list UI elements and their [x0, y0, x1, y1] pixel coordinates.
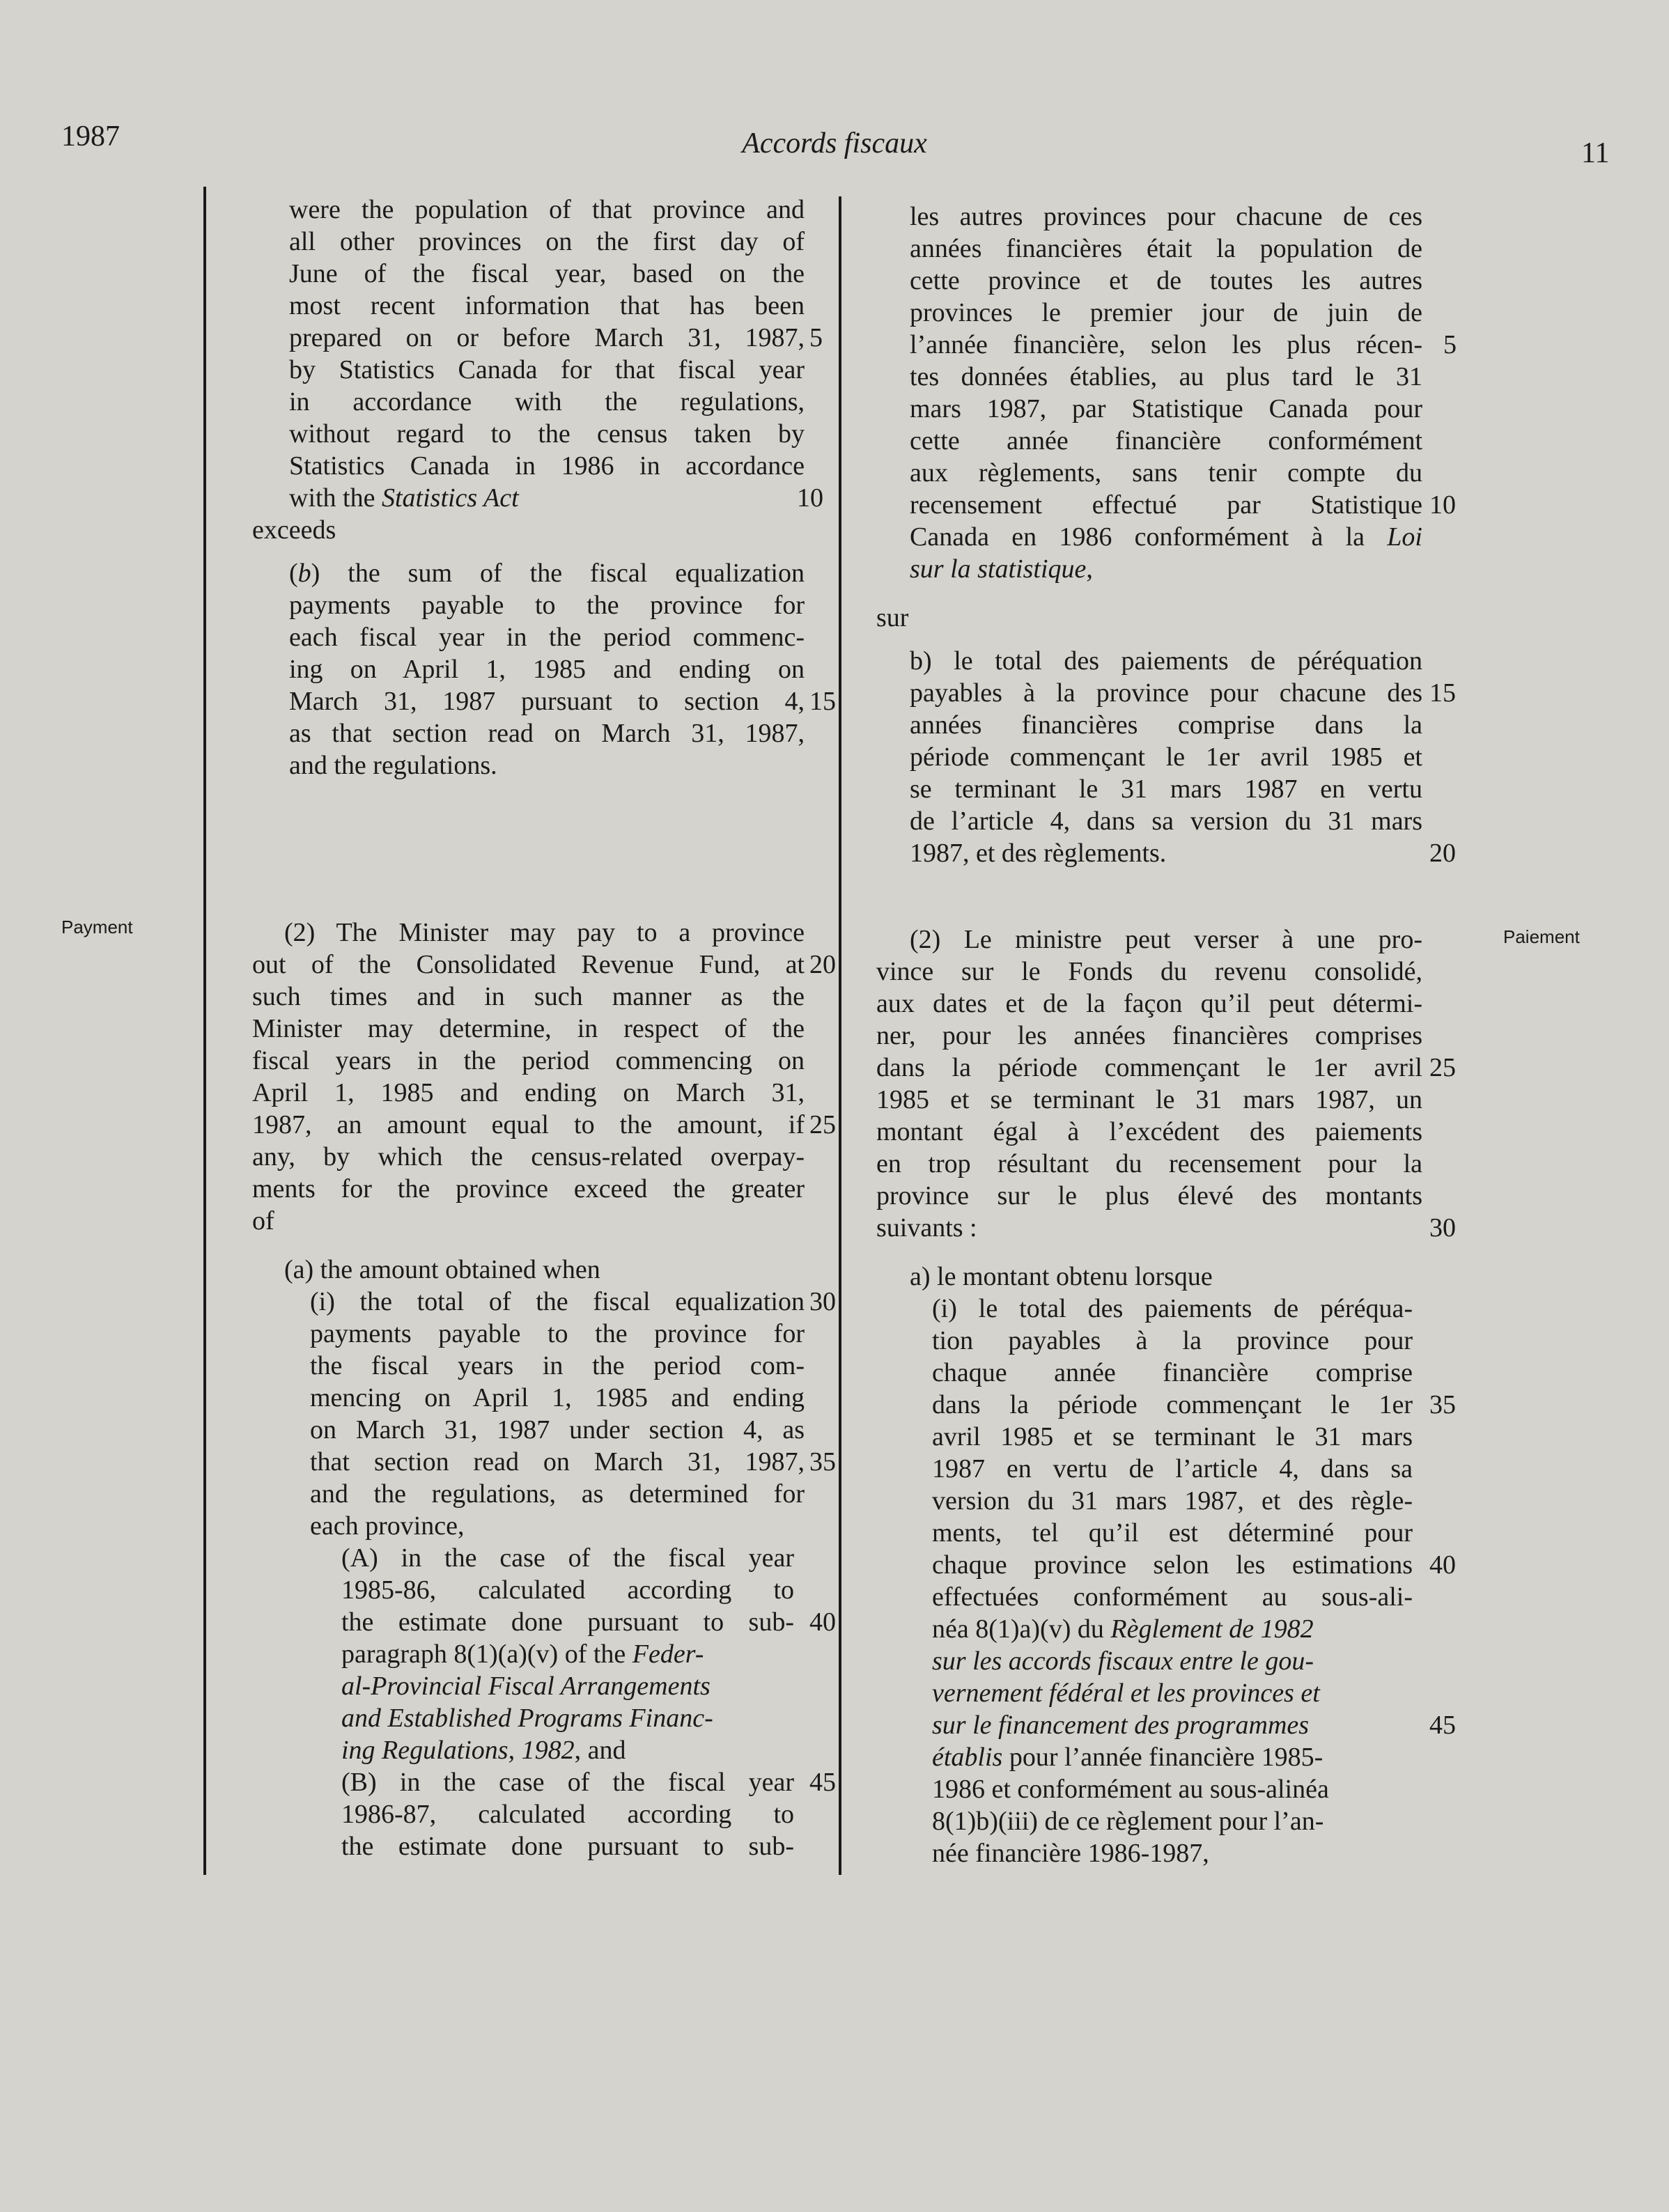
- text-line: [341, 1702, 713, 1734]
- text-line: [932, 1677, 1320, 1709]
- text-line: provinces le premier jour de juin de: [910, 298, 1422, 327]
- text-line: effectuées conformément au sous-ali-: [932, 1582, 1413, 1612]
- line-number: 25: [1429, 1053, 1456, 1082]
- text-line: ments for the province exceed the greater: [252, 1174, 805, 1204]
- text-line: (2) Le ministre peut verser à une pro-: [910, 925, 1422, 954]
- regulations-title: ing Regulations, 1982: [341, 1736, 575, 1765]
- text-line: [289, 482, 519, 514]
- line-number: 20: [1429, 839, 1456, 868]
- text: with the: [289, 483, 382, 513]
- regulations-title: and Established Programs Financ-: [341, 1704, 713, 1733]
- line-number: 45: [1429, 1711, 1456, 1740]
- text-line: Statistics Canada in 1986 in accordance: [289, 451, 805, 481]
- text-line: [932, 1645, 1314, 1677]
- line-number: 40: [1429, 1550, 1456, 1580]
- text-line: cette année financière conformément: [910, 426, 1422, 455]
- para-letter: b: [297, 559, 311, 588]
- text-line: and the regulations, as determined for: [310, 1479, 805, 1509]
- text-line: [932, 1709, 1309, 1741]
- text-line: such times and in such manner as the: [252, 982, 805, 1011]
- text-line: en trop résultant du recensement pour la: [876, 1149, 1422, 1178]
- line-number: 25: [809, 1110, 836, 1139]
- text-line: 8(1)b)(iii) de ce règlement pour l’an-: [932, 1807, 1324, 1836]
- text-line: each province,: [310, 1511, 465, 1541]
- text-line: sur: [876, 603, 909, 632]
- act-title: Loi: [1387, 522, 1422, 552]
- text-line: (B) in the case of the fiscal year: [341, 1768, 794, 1797]
- regulations-title: établis: [932, 1743, 1003, 1772]
- text-line: exceeds: [252, 515, 336, 545]
- text-line: March 31, 1987 pursuant to section 4,: [289, 687, 805, 716]
- text-line: June of the fiscal year, based on the: [289, 259, 805, 288]
- text-line: that section read on March 31, 1987,: [310, 1447, 805, 1477]
- text-line: [932, 1741, 1323, 1773]
- text: ) the sum of the fiscal equalization: [311, 559, 805, 588]
- text-line: tion payables à la province pour: [932, 1326, 1413, 1355]
- line-number: 40: [809, 1607, 836, 1637]
- year: 1987: [61, 120, 120, 153]
- text-line: [910, 521, 1422, 553]
- text-line: any, by which the census-related overpay-: [252, 1142, 805, 1171]
- text-line: ner, pour les années financières comprises: [876, 1021, 1422, 1050]
- margin-note-french: Paiement: [1503, 926, 1580, 947]
- text-line: de l’article 4, dans sa version du 31 mars: [910, 807, 1422, 836]
- text-line: se terminant le 31 mars 1987 en vertu: [910, 774, 1422, 804]
- text-line: 1985 et se terminant le 31 mars 1987, un: [876, 1085, 1422, 1114]
- line-number: 10: [1429, 490, 1456, 520]
- text-line: (a) the amount obtained when: [284, 1255, 600, 1284]
- text-line: and the regulations.: [289, 751, 497, 780]
- act-title: sur la statistique: [910, 554, 1087, 584]
- line-number: 30: [809, 1287, 836, 1316]
- regulations-title: Règlement de 1982: [1110, 1614, 1314, 1644]
- text-line: suivants :: [876, 1213, 977, 1243]
- line-number: 30: [1429, 1213, 1456, 1243]
- text-line: were the population of that province and: [289, 195, 805, 224]
- text-line: payments payable to the province for: [310, 1319, 805, 1348]
- line-number: 15: [1429, 678, 1456, 708]
- text-line: version du 31 mars 1987, et des règle-: [932, 1486, 1413, 1516]
- text: pour l’année financière 1985-: [1002, 1743, 1323, 1772]
- text-line: 1985-86, calculated according to: [341, 1575, 794, 1605]
- text: néa 8(1)a)(v) du: [932, 1614, 1111, 1644]
- text-line: ing on April 1, 1985 and ending on: [289, 655, 805, 684]
- text-line: payments payable to the province for: [289, 591, 805, 620]
- act-title: Statistics Act: [381, 483, 519, 513]
- text-line: by Statistics Canada for that fiscal year: [289, 355, 805, 384]
- text-line: each fiscal year in the period commenc-: [289, 623, 805, 652]
- text-line: chaque année financière comprise: [932, 1358, 1413, 1387]
- line-number: 15: [809, 687, 836, 716]
- text: Canada en 1986 conformément à la: [910, 522, 1388, 552]
- text-line: avril 1985 et se terminant le 31 mars: [932, 1422, 1413, 1451]
- text-line: mars 1987, par Statistique Canada pour: [910, 394, 1422, 423]
- text-line: mencing on April 1, 1985 and ending: [310, 1383, 805, 1412]
- text-line: ments, tel qu’il est déterminé pour: [932, 1518, 1413, 1548]
- text-line: née financière 1986-1987,: [932, 1839, 1209, 1868]
- text-line: all other provinces on the first day of: [289, 227, 805, 256]
- text-line: without regard to the census taken by: [289, 419, 805, 449]
- text-line: [341, 1670, 711, 1702]
- text-line: the fiscal years in the period com-: [310, 1351, 805, 1380]
- text-line: 1986 et conformément au sous-alinéa: [932, 1775, 1329, 1804]
- text-line: sur la statistique,: [910, 554, 1093, 584]
- text-line: 1987, et des règlements.: [910, 839, 1167, 868]
- text-line: April 1, 1985 and ending on March 31,: [252, 1078, 805, 1107]
- text-line: années financières était la population de: [910, 234, 1422, 263]
- text-line: l’année financière, selon les plus récen-: [910, 330, 1422, 359]
- text-line: (A) in the case of the fiscal year: [341, 1543, 794, 1573]
- regulations-title: Feder-: [632, 1639, 704, 1669]
- line-number: 5: [1443, 330, 1457, 359]
- text: , and: [574, 1736, 626, 1765]
- text-line: les autres provinces pour chacune de ces: [910, 202, 1422, 231]
- text-line: tes données établies, au plus tard le 31: [910, 362, 1422, 391]
- text-line: on March 31, 1987 under section 4, as: [310, 1415, 805, 1444]
- text-line: in accordance with the regulations,: [289, 387, 805, 416]
- text-line: (i) le total des paiements de péréqua-: [932, 1294, 1413, 1323]
- text-line: the estimate done pursuant to sub-: [341, 1832, 794, 1861]
- regulations-title: sur le financement des programmes: [932, 1711, 1310, 1740]
- text-line: chaque province selon les estimations: [932, 1550, 1413, 1580]
- text-line: années financières comprise dans la: [910, 710, 1422, 740]
- text-line: période commençant le 1er avril 1985 et: [910, 742, 1422, 772]
- text-line: cette province et de toutes les autres: [910, 266, 1422, 295]
- text-line: province sur le plus élevé des montants: [876, 1181, 1422, 1210]
- regulations-title: al-Provincial Fiscal Arrangements: [341, 1672, 711, 1701]
- text-line: [289, 557, 805, 589]
- text-line: a) le montant obtenu lorsque: [910, 1262, 1213, 1291]
- text-line: the estimate done pursuant to sub-: [341, 1607, 794, 1637]
- text-line: [341, 1638, 704, 1670]
- para-open: (: [289, 559, 298, 588]
- text-line: aux règlements, sans tenir compte du: [910, 458, 1422, 488]
- text-line: vince sur le Fonds du revenu consolidé,: [876, 957, 1422, 986]
- text-line: b) le total des paiements de péréquation: [910, 646, 1422, 676]
- line-number: 10: [797, 483, 823, 513]
- text-line: most recent information that has been: [289, 291, 805, 320]
- text-line: Minister may determine, in respect of the: [252, 1014, 805, 1043]
- text-line: fiscal years in the period commencing on: [252, 1046, 805, 1075]
- text-line: (2) The Minister may pay to a province: [284, 918, 805, 947]
- regulations-title: sur les accords fiscaux entre le gou-: [932, 1646, 1314, 1676]
- page-number: 11: [1581, 137, 1610, 169]
- center-column-rule: [839, 196, 841, 1875]
- text-line: montant égal à l’excédent des paiements: [876, 1117, 1422, 1146]
- text-line: out of the Consolidated Revenue Fund, at: [252, 950, 805, 979]
- text-line: dans la période commençant le 1er avril: [876, 1053, 1422, 1082]
- line-number: 35: [1429, 1390, 1456, 1419]
- text-line: [932, 1613, 1314, 1645]
- text-line: [341, 1734, 626, 1766]
- text-line: prepared on or before March 31, 1987,: [289, 323, 805, 352]
- text-line: aux dates et de la façon qu’il peut détermi-: [876, 989, 1422, 1018]
- text-line: 1987 en vertu de l’article 4, dans sa: [932, 1454, 1413, 1483]
- text-line: payables à la province pour chacune des: [910, 678, 1422, 708]
- line-number: 45: [809, 1768, 836, 1797]
- running-title: Accords fiscaux: [742, 127, 927, 159]
- line-number: 5: [809, 323, 823, 352]
- text-line: of: [252, 1206, 274, 1236]
- text-line: dans la période commençant le 1er: [932, 1390, 1413, 1419]
- text-line: (i) the total of the fiscal equalization: [310, 1287, 805, 1316]
- left-column-rule: [203, 187, 206, 1875]
- text-line: recensement effectué par Statistique: [910, 490, 1422, 520]
- text-line: 1986-87, calculated according to: [341, 1800, 794, 1829]
- text-line: as that section read on March 31, 1987,: [289, 719, 805, 748]
- line-number: 35: [809, 1447, 836, 1477]
- text: paragraph 8(1)(a)(v) of the: [341, 1639, 632, 1669]
- regulations-title: vernement fédéral et les provinces et: [932, 1679, 1320, 1708]
- margin-note-english: Payment: [61, 917, 133, 937]
- line-number: 20: [809, 950, 836, 979]
- text-line: 1987, an amount equal to the amount, if: [252, 1110, 805, 1139]
